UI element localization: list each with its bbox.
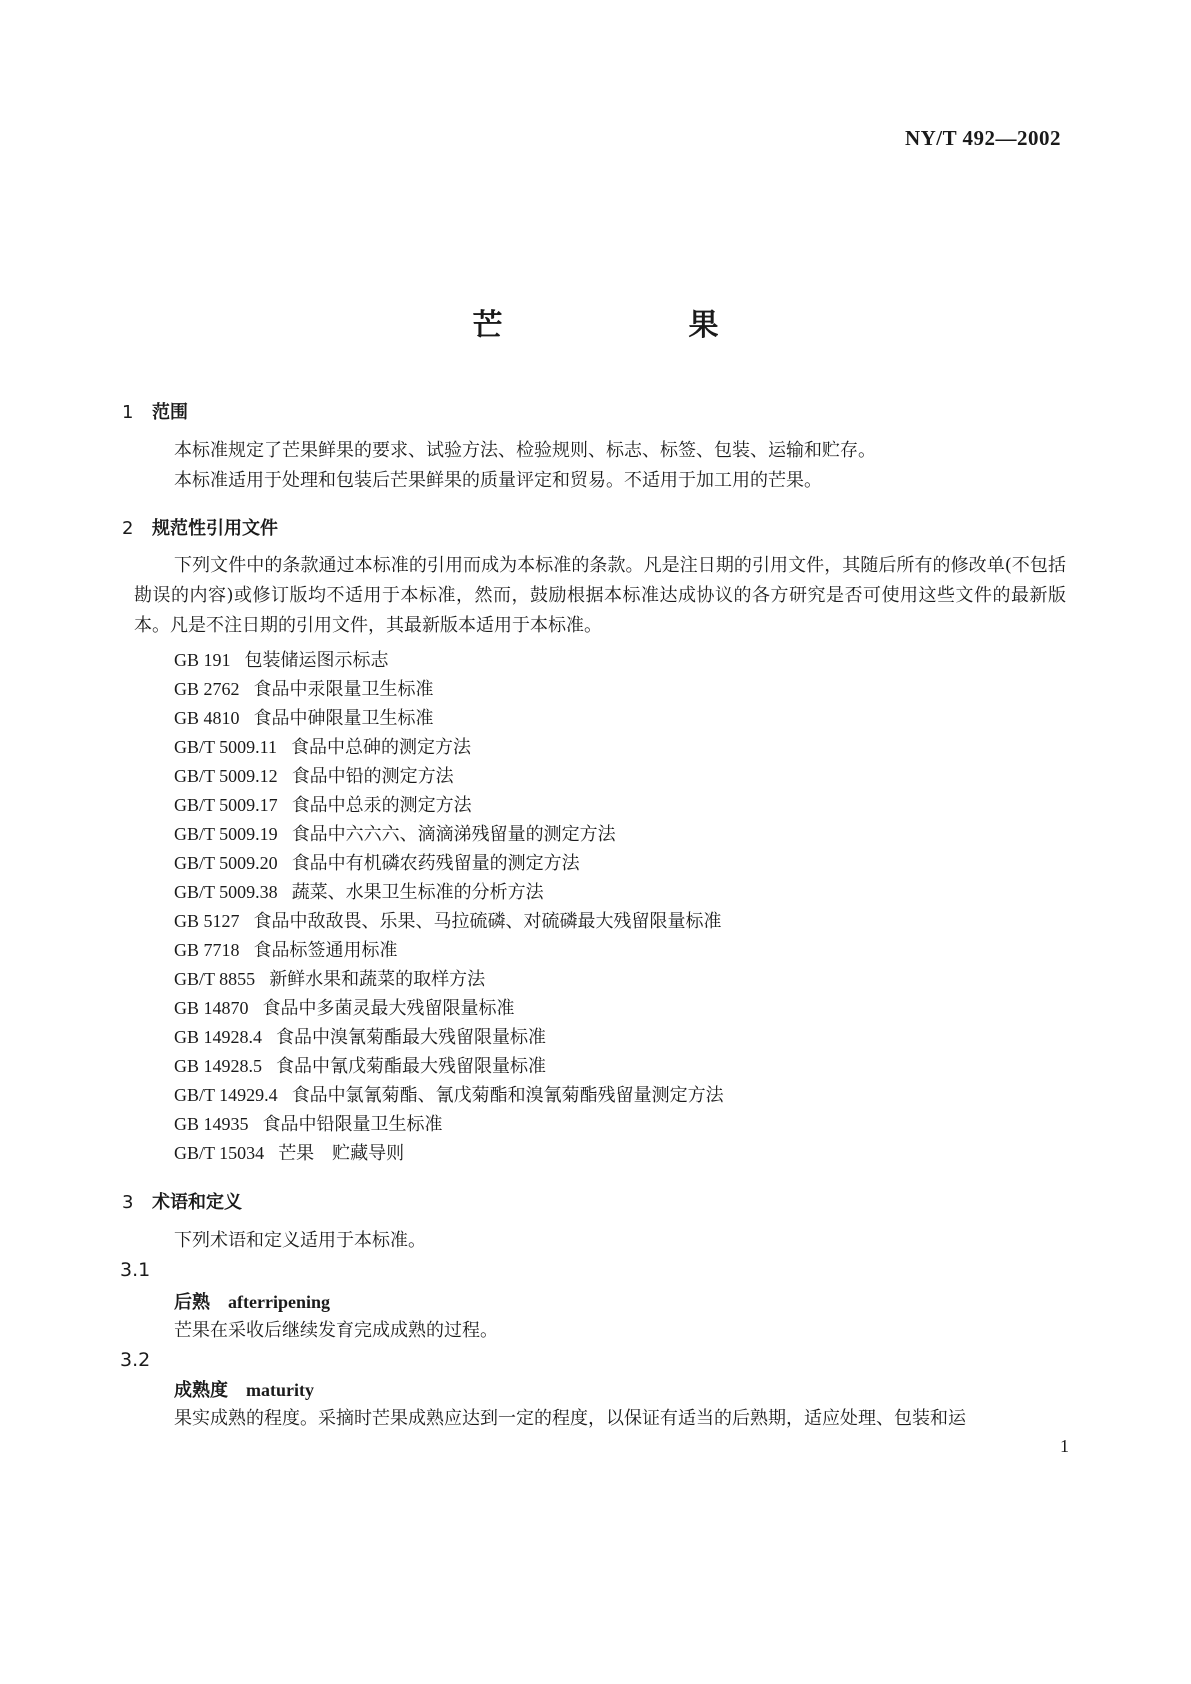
term-definition: 芒果在采收后继续发育完成成熟的过程。 (174, 1320, 498, 1341)
term-definition: 果实成熟的程度。采摘时芒果成熟应达到一定的程度，以保证有适当的后熟期，适应处理、包装和运 (174, 1408, 966, 1429)
page-number: 1 (1060, 1436, 1069, 1456)
term-en: afterripening (228, 1292, 330, 1312)
reference-item (174, 820, 616, 846)
reference-title: 蔬菜、水果卫生标准的分析方法 (291, 882, 544, 903)
paragraph: 下列术语和定义适用于本标准。 (174, 1230, 426, 1251)
reference-code: GB/T 8855 (174, 969, 256, 989)
reference-title: 食品中铅的测定方法 (291, 766, 454, 787)
section-title: 术语和定义 (152, 1192, 242, 1213)
section-title: 范围 (152, 402, 188, 423)
reference-item (174, 1081, 724, 1107)
reference-item (174, 646, 389, 672)
reference-item (174, 878, 544, 904)
term-heading (174, 1288, 330, 1314)
reference-item (174, 733, 471, 759)
reference-title: 食品中敌敌畏、乐果、马拉硫磷、对硫磷最大残留限量标准 (253, 911, 722, 932)
term-zh: 成熟度 (174, 1380, 228, 1401)
reference-item (174, 994, 515, 1020)
reference-title: 食品中砷限量卫生标准 (253, 708, 434, 729)
reference-item (174, 1023, 546, 1049)
reference-item (174, 1139, 404, 1165)
reference-title: 芒果 贮藏导则 (278, 1143, 405, 1164)
reference-item (174, 1052, 546, 1078)
term-heading (174, 1376, 314, 1402)
reference-title: 食品中总砷的测定方法 (291, 737, 472, 758)
term-number: 3.2 (120, 1349, 151, 1371)
reference-title: 食品中氰戊菊酯最大残留限量标准 (276, 1056, 547, 1077)
paragraph: 本标准适用于处理和包装后芒果鲜果的质量评定和贸易。不适用于加工用的芒果。 (174, 470, 822, 491)
reference-code: GB/T 5009.11 (174, 737, 278, 757)
section-title: 规范性引用文件 (152, 518, 278, 539)
reference-code: GB 14928.5 (174, 1056, 263, 1076)
reference-code: GB 14935 (174, 1114, 249, 1134)
reference-code: GB/T 5009.17 (174, 795, 278, 815)
section-heading-3 (122, 1188, 242, 1214)
reference-code: GB/T 14929.4 (174, 1085, 278, 1105)
term-en: maturity (246, 1380, 314, 1400)
section-heading-2 (122, 514, 278, 540)
section-number: 1 (122, 402, 134, 423)
reference-code: GB 7718 (174, 940, 240, 960)
reference-code: GB 14870 (174, 998, 249, 1018)
section-number: 3 (122, 1192, 134, 1213)
intro-paragraph (134, 551, 1066, 641)
reference-item (174, 849, 580, 875)
reference-code: GB 14928.4 (174, 1027, 263, 1047)
reference-title: 食品中汞限量卫生标准 (253, 679, 434, 700)
reference-item (174, 704, 434, 730)
reference-item (174, 762, 454, 788)
reference-code: GB/T 15034 (174, 1143, 265, 1163)
section-heading-1 (122, 398, 188, 424)
reference-code: GB/T 5009.12 (174, 766, 278, 786)
reference-code: GB 4810 (174, 708, 240, 728)
standard-number: NY/T 492—2002 (904, 126, 1061, 150)
reference-code: GB 5127 (174, 911, 240, 931)
reference-item (174, 936, 398, 962)
reference-title: 食品中六六六、滴滴涕残留量的测定方法 (291, 824, 616, 845)
reference-item (174, 675, 434, 701)
reference-item (174, 1110, 443, 1136)
document-title: 芒 果 (472, 308, 797, 343)
reference-code: GB/T 5009.38 (174, 882, 278, 902)
reference-title: 包装储运图示标志 (244, 650, 389, 671)
reference-title: 食品中铅限量卫生标准 (262, 1114, 443, 1135)
term-zh: 后熟 (174, 1292, 210, 1313)
reference-code: GB/T 5009.20 (174, 853, 278, 873)
reference-title: 食品中多菌灵最大残留限量标准 (262, 998, 515, 1019)
paragraph: 本标准规定了芒果鲜果的要求、试验方法、检验规则、标志、标签、包装、运输和贮存。 (174, 440, 876, 461)
reference-title: 食品中有机磷农药残留量的测定方法 (291, 853, 580, 874)
reference-code: GB 2762 (174, 679, 240, 699)
reference-title: 食品中总汞的测定方法 (291, 795, 472, 816)
reference-title: 食品中溴氰菊酯最大残留限量标准 (276, 1027, 547, 1048)
reference-code: GB 191 (174, 650, 231, 670)
reference-title: 食品中氯氰菊酯、氰戊菊酯和溴氰菊酯残留量测定方法 (291, 1085, 724, 1106)
section-number: 2 (122, 518, 134, 539)
reference-code: GB/T 5009.19 (174, 824, 278, 844)
reference-title: 食品标签通用标准 (253, 940, 398, 961)
intro-text: 下列文件中的条款通过本标准的引用而成为本标准的条款。凡是注日期的引用文件，其随后所有的修改单(不包括勘误的内容)或修订版均不适用于本标准，然而，鼓励根据本标准达成协议的各方研究是否可使用这些文件的最新版本。凡是不注日期的引用文件，其最新版本适用于本标准。 (134, 555, 1066, 636)
reference-item (174, 965, 485, 991)
reference-title: 新鲜水果和蔬菜的取样方法 (269, 969, 486, 990)
reference-item (174, 907, 722, 933)
term-number: 3.1 (120, 1259, 151, 1281)
reference-item (174, 791, 472, 817)
